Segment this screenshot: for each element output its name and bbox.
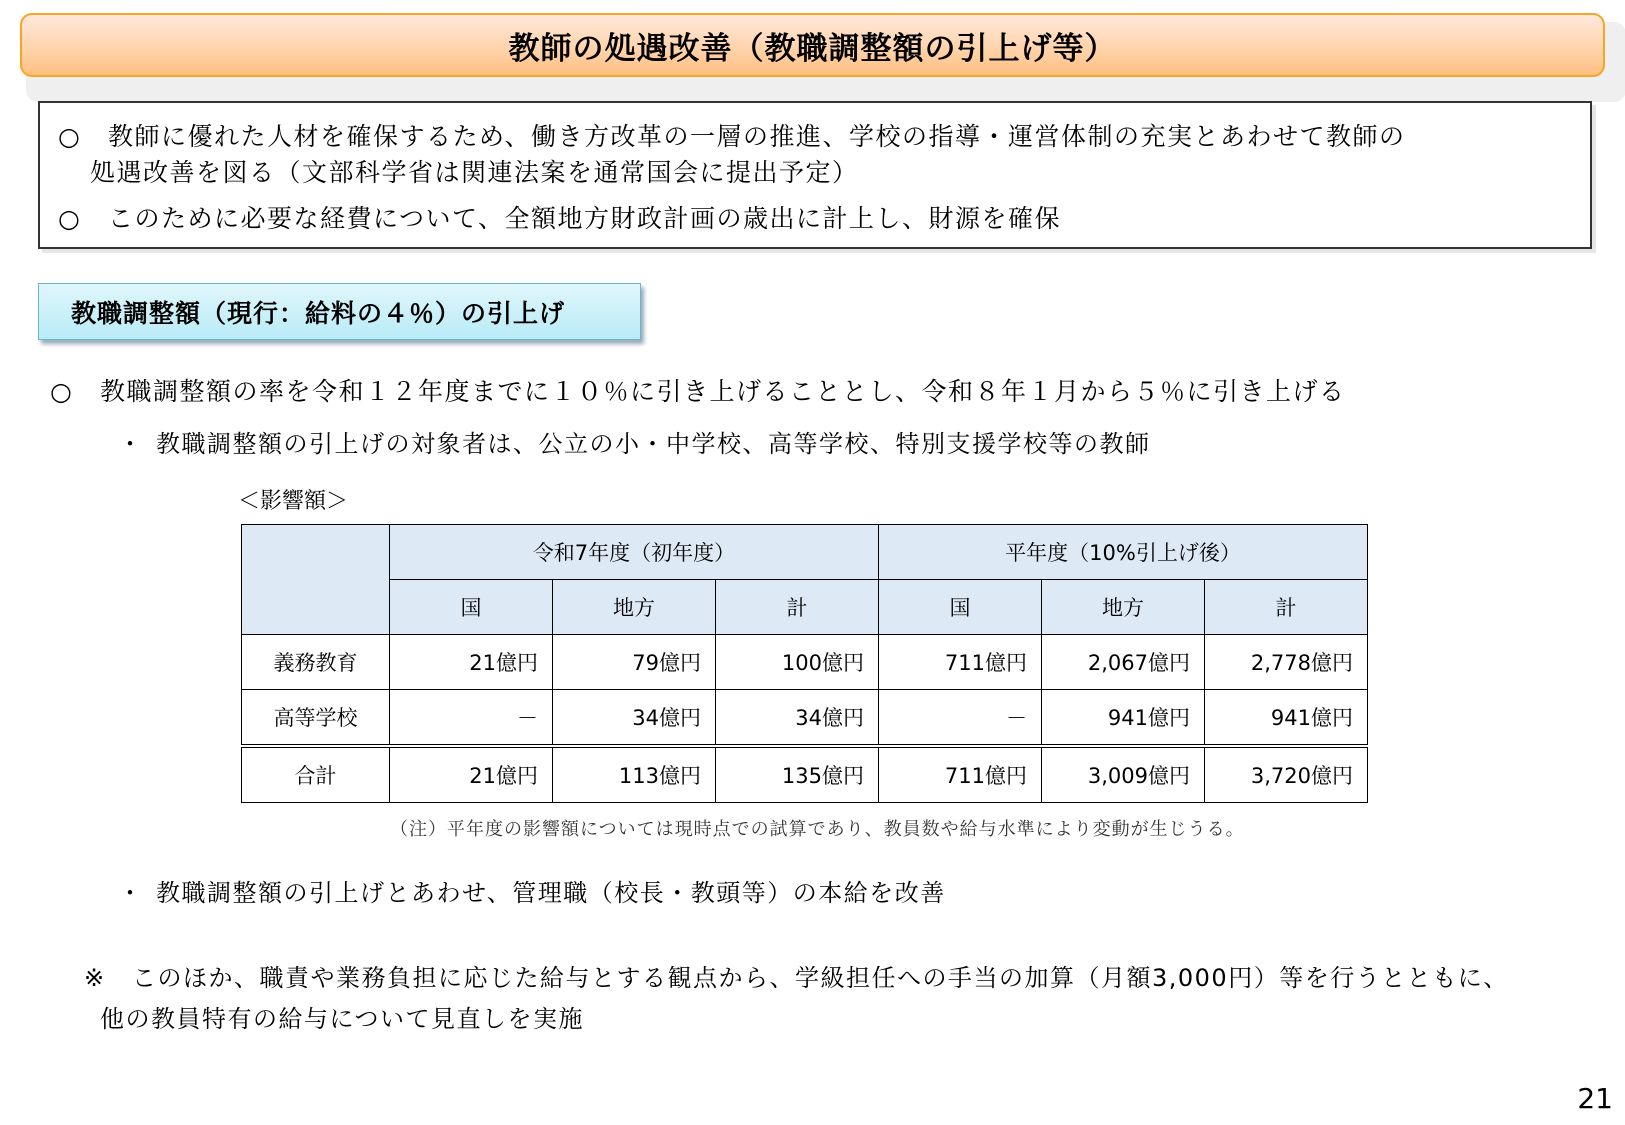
summary-item-2-text: このために必要な経費について、全額地方財政計画の歳出に計上し、財源を確保 <box>108 204 1062 233</box>
table-cell: 34億円 <box>716 690 879 747</box>
table-cell: 34億円 <box>553 690 716 747</box>
main-point-text: 教職調整額の率を令和１２年度までに１０％に引き上げることとし、令和８年１月から５％に引き上げる <box>100 377 1346 406</box>
table-cell: 2,778億円 <box>1205 635 1368 690</box>
table-cell: 3,720億円 <box>1205 746 1368 803</box>
sub-point-2 <box>118 873 946 908</box>
main-point <box>50 372 1346 408</box>
footnote <box>84 958 1509 993</box>
column-header: 計 <box>1205 580 1368 635</box>
table-cell: 113億円 <box>553 746 716 803</box>
row-label: 義務教育 <box>242 635 390 690</box>
table-cell: 21億円 <box>390 746 553 803</box>
dot-bullet-icon: ・ <box>118 430 144 458</box>
summary-box <box>38 101 1592 249</box>
dot-bullet-icon: ・ <box>118 879 144 907</box>
table-row <box>242 690 1368 747</box>
section-heading: 教職調整額（現行：給料の４％）の引上げ <box>71 298 566 328</box>
table-cell: 3,009億円 <box>1042 746 1205 803</box>
column-header: 地方 <box>553 580 716 635</box>
table-cell: － <box>879 690 1042 747</box>
table-cell: 135億円 <box>716 746 879 803</box>
sub-point-1 <box>118 424 1151 459</box>
column-header: 国 <box>879 580 1042 635</box>
sub-point-1-text: 教職調整額の引上げの対象者は、公立の小・中学校、高等学校、特別支援学校等の教師 <box>156 430 1151 458</box>
footnote-text: このほか、職責や業務負担に応じた給与とする観点から、学級担任への手当の加算（月額3,000円）等を行うとともに、 <box>132 964 1509 992</box>
table-total-row <box>242 746 1368 803</box>
impact-table <box>241 524 1368 803</box>
reference-mark-icon: ※ <box>84 964 106 992</box>
sub-point-2-text: 教職調整額の引上げとあわせ、管理職（校長・教頭等）の本給を改善 <box>156 879 946 907</box>
table-cell: 100億円 <box>716 635 879 690</box>
table-cell: 941億円 <box>1042 690 1205 747</box>
column-header: 地方 <box>1042 580 1205 635</box>
page-title: 教師の処遇改善（教職調整額の引上げ等） <box>508 30 1117 67</box>
column-header: 計 <box>716 580 879 635</box>
impact-label: ＜影響額＞ <box>238 489 349 514</box>
summary-item-1-cont: 処遇改善を図る（文部科学省は関連法案を通常国会に提出予定） <box>90 158 859 187</box>
group-header-normal-year: 平年度（10%引上げ後） <box>879 525 1368 580</box>
column-header: 国 <box>390 580 553 635</box>
circle-bullet-icon: ○ <box>58 204 82 233</box>
row-label: 合計 <box>242 746 390 803</box>
row-label: 高等学校 <box>242 690 390 747</box>
table-cell: 2,067億円 <box>1042 635 1205 690</box>
circle-bullet-icon: ○ <box>58 122 82 151</box>
page-number: 21 <box>1577 1082 1613 1115</box>
section-heading-tab <box>38 283 641 340</box>
table-cell: 941億円 <box>1205 690 1368 747</box>
group-header-year1: 令和7年度（初年度） <box>390 525 879 580</box>
table-cell: － <box>390 690 553 747</box>
table-row <box>242 635 1368 690</box>
table-cell: 711億円 <box>879 635 1042 690</box>
table-corner-cell <box>242 525 390 635</box>
table-column-header-row <box>242 580 1368 635</box>
summary-item-2 <box>58 199 1061 235</box>
title-banner <box>20 13 1605 77</box>
table-cell: 79億円 <box>553 635 716 690</box>
footnote-cont: 他の教員特有の給与について見直しを実施 <box>100 1005 585 1033</box>
summary-item-1-text: 教師に優れた人材を確保するため、働き方改革の一層の推進、学校の指導・運営体制の充実とあわせて教師の <box>108 122 1406 151</box>
table-cell: 21億円 <box>390 635 553 690</box>
table-cell: 711億円 <box>879 746 1042 803</box>
table-group-header-row <box>242 525 1368 580</box>
circle-bullet-icon: ○ <box>50 377 74 406</box>
summary-item-1 <box>58 117 1406 153</box>
table-note: （注）平年度の影響額については現時点での試算であり、教員数や給与水準により変動が生じうる。 <box>390 819 1245 840</box>
